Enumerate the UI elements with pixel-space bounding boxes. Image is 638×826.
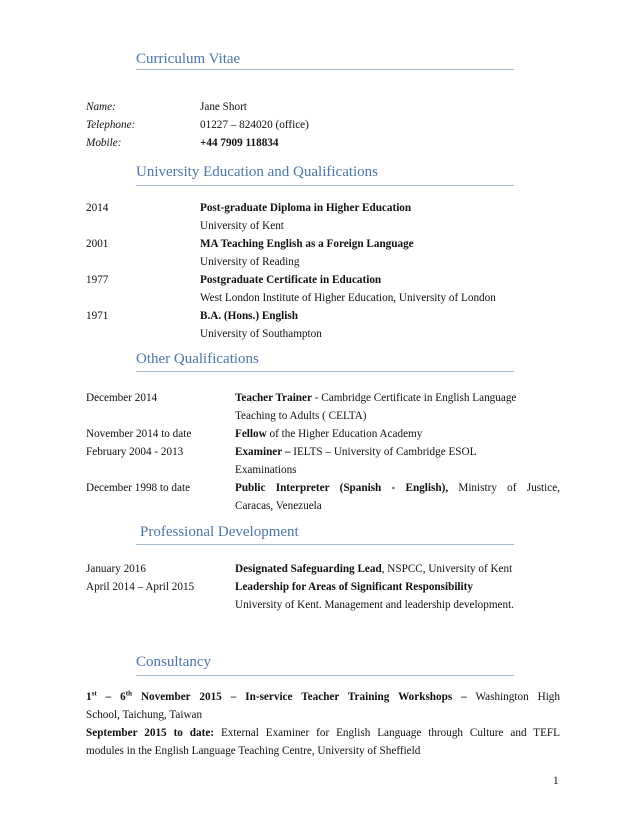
- education-year: 2001: [86, 238, 109, 250]
- cv-heading: Curriculum Vitae: [136, 51, 241, 67]
- education-institution: University of Southampton: [200, 328, 322, 340]
- education-institution: University of Reading: [200, 256, 300, 268]
- other-entry: [235, 480, 560, 497]
- other-entry: [235, 390, 516, 407]
- education-year: 1977: [86, 274, 109, 286]
- consultancy-line2: modules in the English Language Teaching Centre, University of Sheffield: [86, 745, 421, 757]
- professional-line2: University of Kent. Management and leadership development.: [235, 599, 514, 611]
- cv-rule: [136, 69, 514, 70]
- education-rule: [136, 185, 514, 186]
- consultancy-desc: Washington High: [466, 691, 560, 703]
- professional-desc: , NSPCC, University of Kent: [381, 563, 513, 575]
- other-title: Examiner –: [235, 446, 291, 458]
- other-desc: of the Higher Education Academy: [266, 428, 423, 440]
- education-title: MA Teaching English as a Foreign Language: [200, 238, 414, 250]
- education-heading: University Education and Qualifications: [136, 164, 379, 180]
- other-entry: [235, 426, 422, 443]
- professional-rule: [136, 544, 514, 545]
- professional-date: April 2014 – April 2015: [86, 581, 195, 593]
- professional-entry: [235, 561, 512, 578]
- other-desc: - Cambridge Certificate in English Language: [311, 392, 517, 404]
- other-rule: [136, 371, 514, 372]
- education-year: 2014: [86, 202, 109, 214]
- other-date: December 1998 to date: [86, 482, 191, 494]
- consultancy-rule: [136, 675, 514, 676]
- education-title: Postgraduate Certificate in Education: [200, 274, 382, 286]
- other-date: February 2004 - 2013: [86, 446, 184, 458]
- professional-date: January 2016: [86, 563, 146, 575]
- telephone-label: Telephone:: [86, 119, 136, 131]
- other-line2: Examinations: [235, 464, 297, 476]
- other-title: Teacher Trainer: [235, 392, 312, 404]
- consultancy-dates: September 2015 to date:: [86, 727, 215, 739]
- other-desc: Ministry of Justice,: [448, 482, 560, 494]
- other-entry: [235, 444, 476, 461]
- other-desc: IELTS – University of Cambridge ESOL: [290, 446, 477, 458]
- education-year: 1971: [86, 310, 109, 322]
- name-label: Name:: [86, 101, 116, 113]
- consultancy-item: [86, 725, 560, 742]
- professional-heading: Professional Development: [140, 524, 299, 540]
- other-date: December 2014: [86, 392, 158, 404]
- professional-title: Leadership for Areas of Significant Responsibility: [235, 581, 473, 593]
- telephone-value: 01227 – 824020 (office): [200, 119, 309, 131]
- consultancy-dates: 1st – 6th November 2015 – In-service Teacher Training Workshops –: [86, 689, 467, 703]
- name-value: Jane Short: [200, 101, 247, 113]
- consultancy-heading: Consultancy: [136, 654, 211, 670]
- other-date: November 2014 to date: [86, 428, 192, 440]
- education-institution: West London Institute of Higher Education, University of London: [200, 292, 496, 304]
- consultancy-desc: External Examiner for English Language through Culture and TEFL: [214, 727, 560, 739]
- professional-title: Designated Safeguarding Lead: [235, 563, 382, 575]
- other-heading: Other Qualifications: [136, 351, 259, 367]
- page-number: 1: [553, 775, 559, 787]
- education-title: Post-graduate Diploma in Higher Education: [200, 202, 412, 214]
- consultancy-line2: School, Taichung, Taiwan: [86, 709, 203, 721]
- education-title: B.A. (Hons.) English: [200, 310, 298, 322]
- consultancy-item: [86, 689, 560, 706]
- other-title: Fellow: [235, 428, 267, 440]
- professional-entry: [235, 579, 473, 596]
- other-title: Public Interpreter (Spanish - English),: [235, 482, 449, 494]
- other-line2: Teaching to Adults ( CELTA): [235, 410, 367, 422]
- mobile-label: Mobile:: [86, 137, 122, 149]
- education-institution: University of Kent: [200, 220, 284, 232]
- other-line2: Caracas, Venezuela: [235, 500, 322, 512]
- mobile-value: +44 7909 118834: [200, 137, 279, 149]
